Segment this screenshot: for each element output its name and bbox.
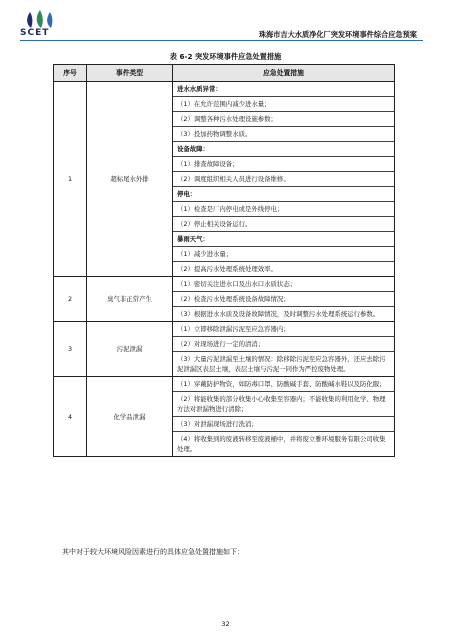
measure-item: （2）调整各种污水处理设施参数； (173, 112, 394, 127)
measures-cell (173, 322, 395, 377)
measure-item: （3）对泄漏现场进行洗消； (173, 417, 394, 432)
header-event-type: 事件类型 (87, 65, 173, 82)
emergency-measures-table (53, 64, 395, 457)
event-type: 臭气非正常产生 (87, 277, 173, 322)
table-caption: 表 6-2 突发环境事件应急处置措施 (169, 52, 282, 61)
row-number: 1 (54, 82, 87, 277)
measure-item: （2）调度组织相关人员进行设备维修。 (173, 172, 394, 187)
event-type: 化学品泄漏 (87, 377, 173, 457)
header-no: 序号 (54, 65, 87, 82)
following-paragraph: 其中对于较大环境风险因素进行的具体应急处置措施如下： (62, 548, 244, 556)
header-rule (20, 40, 423, 41)
document-header-title: 珠海市吉大水质净化厂突发环境事件综合应急预案 (258, 30, 417, 39)
measure-item: （1）减少进水量； (173, 247, 394, 262)
page-number: 32 (221, 620, 230, 628)
measure-item: （1）检查是厂内停电或是外线停电； (173, 202, 394, 217)
measure-item: （2）检查污水处理系统设备故障情况； (173, 292, 394, 307)
table-row (54, 82, 395, 277)
measures-cell (173, 277, 395, 322)
measure-item: （1）在允许范围内减少进水量； (173, 97, 394, 112)
header-measures: 应急处置措施 (173, 65, 395, 82)
measure-subheading: 停电： (173, 187, 394, 202)
measure-item: （2）提高污水处理系统处理效率。 (177, 265, 277, 273)
measure-item: （1）密切关注进水口及出水口水质状态； (173, 277, 394, 292)
measure-subheading: 设备故障： (173, 142, 394, 157)
table-row (54, 322, 395, 377)
row-number: 4 (54, 377, 87, 457)
measure-item: （4）将收集到的废液转移至废液桶中，并将废立雅环境服务有限公司收集处理。 (177, 435, 386, 453)
table-row (54, 277, 395, 322)
logo-text: SCET (20, 28, 50, 38)
measure-subheading: 进水水质异常： (173, 82, 394, 97)
measure-item: （1）穿戴防护物资，如防毒口罩、防酸碱手套、防酸碱水鞋以及防化服； (173, 377, 394, 392)
table-header-row (54, 65, 395, 82)
row-number: 3 (54, 322, 87, 377)
measure-item: （1）排查故障设备； (173, 157, 394, 172)
row-number: 2 (54, 277, 87, 322)
measures-cell (173, 377, 395, 457)
event-type: 超标尾水外排 (87, 82, 173, 277)
measure-subheading: 暴雨天气： (173, 232, 394, 247)
measure-item: （3）根据进水水质及设备故障情况，及时调整污水处理系统运行参数。 (177, 310, 380, 318)
event-type: 污泥泄漏 (87, 322, 173, 377)
measure-item: （1）立即移除泄漏污泥至应急容器内； (173, 322, 394, 337)
measures-cell (173, 82, 395, 277)
measure-item: （3）大量污泥泄漏至土壤的情况：除移除污泥至应急容器外，还应去除污泥泄漏区表层土壤，表层土壤与污泥一同作为严控废物处理。 (177, 355, 386, 373)
measure-item: （3）投加药物调整水质。 (173, 127, 394, 142)
measure-item: （2）停止相关设备运行。 (173, 217, 394, 232)
table-row (54, 377, 395, 457)
measure-item: （2）将能收集的部分收集小心收集至容器内；不能收集的利用化学、物理方法对泄漏物进行清除； (173, 392, 394, 417)
measure-item: （2）对现场进行一定的清消； (173, 337, 394, 352)
